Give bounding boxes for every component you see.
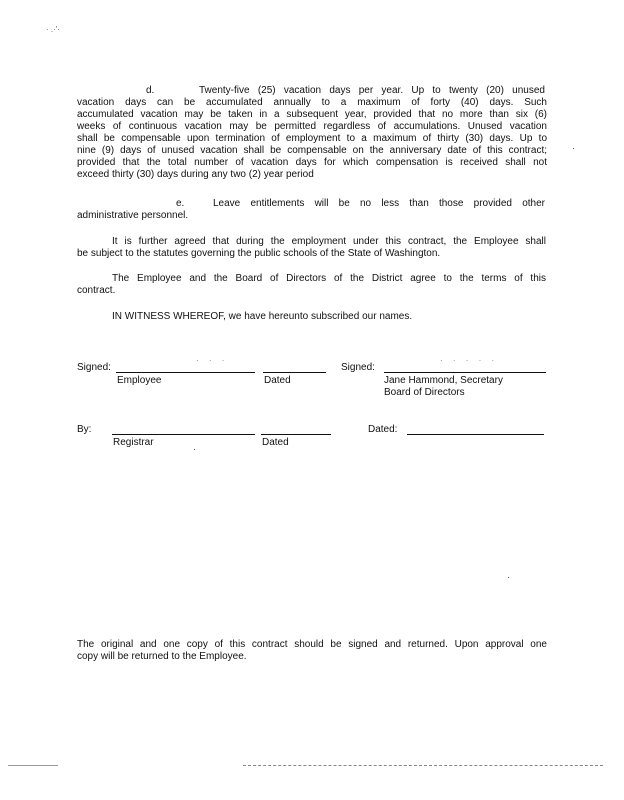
right-date-line[interactable] (407, 434, 544, 435)
employee-date-line[interactable] (263, 372, 326, 373)
employee-signature-line[interactable] (116, 372, 255, 373)
witness-statement: IN WITNESS WHEREOF, we have hereunto subscribed our names. (112, 311, 413, 322)
item-d-line-4: shall be compensable upon termination of employment to a maximum of thirty (30) days. Up to (77, 133, 547, 144)
secretary-signature-faint-mark: · · · · · (440, 356, 499, 365)
scan-speck (508, 577, 509, 578)
signed-label-right: Signed: (341, 362, 375, 373)
footer-note-line-1: The original and one copy of this contract should be signed and returned. Upon approval one (77, 639, 547, 650)
item-e-letter: e. (176, 198, 185, 209)
scan-speck (573, 148, 574, 149)
item-d-line-2: accumulated vacation may be taken in a subsequent year, provided that no more than six (6) (77, 109, 547, 120)
footer-note-line-2: copy will be returned to the Employee. (77, 651, 247, 662)
item-e-second-line: administrative personnel. (77, 210, 189, 221)
item-d-line-1: vacation days can be accumulated annually to a maximum of forty (40) days. Such (77, 97, 547, 108)
scan-bottom-edge-right (243, 765, 603, 766)
employee-caption: Employee (117, 375, 162, 386)
item-d-line-7: exceed thirty (30) days during any two (2) year period (77, 169, 314, 180)
agreement-line-1: The Employee and the Board of Directors of the District agree to the terms of this (112, 273, 546, 284)
item-d-line-5: nine (9) days of unused vacation shall be compensable on the anniversary date of this contract; (77, 145, 547, 156)
scan-speck (194, 449, 195, 450)
scan-header-mark: · .·'· (46, 25, 60, 34)
item-d-first-line: Twenty-five (25) vacation days per year. Up to twenty (20) unused (199, 85, 545, 96)
secretary-signature-line[interactable] (384, 372, 546, 373)
registrar-date-line[interactable] (261, 434, 331, 435)
item-e-first-line: Leave entitlements will be no less than those provided other (213, 198, 545, 209)
registrar-caption: Registrar (113, 437, 154, 448)
scan-bottom-edge-left (8, 765, 58, 766)
board-caption: Board of Directors (384, 387, 465, 398)
dated-label-right: Dated: (368, 424, 398, 435)
item-d-line-3: weeks of continuous vacation may be permitted regardless of accumulations. Unused vacation (77, 121, 547, 132)
item-d-letter: d. (146, 85, 155, 96)
registrar-signature-line[interactable] (112, 434, 255, 435)
by-label: By: (77, 424, 92, 435)
statutes-line-2: be subject to the statutes governing the public schools of the State of Washington. (77, 248, 441, 259)
employee-signature-faint-mark: · · · (196, 356, 229, 365)
item-d-line-6: provided that the total number of vacation days for which compensation is received shall not (77, 157, 547, 168)
secretary-name: Jane Hammond, Secretary (384, 375, 503, 386)
dated-caption-2: Dated (262, 437, 289, 448)
agreement-line-2: contract. (77, 285, 116, 296)
statutes-line-1: It is further agreed that during the employment under this contract, the Employee shall (112, 236, 546, 247)
signed-label-left: Signed: (77, 362, 111, 373)
dated-caption-1: Dated (264, 375, 291, 386)
